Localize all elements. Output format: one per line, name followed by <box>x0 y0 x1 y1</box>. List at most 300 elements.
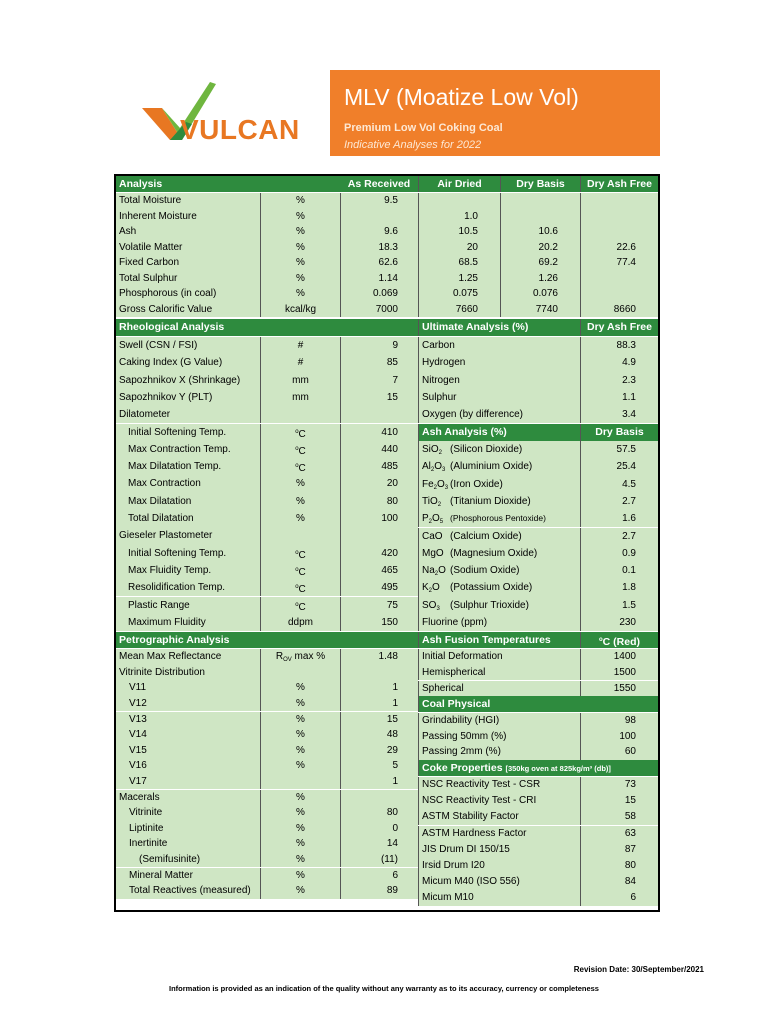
row-unit: ddpm <box>260 614 340 631</box>
ash-analysis-row <box>418 597 658 614</box>
coal-physical-header: Coal Physical <box>418 696 658 712</box>
row-unit: % <box>260 193 340 209</box>
analysis-row <box>116 286 658 302</box>
row-name: $Na_2O$ (Sodium Oxide) <box>418 562 580 579</box>
value-dry-ash-free: 77.4 <box>580 255 658 271</box>
coke-row <box>418 826 658 842</box>
row-value: 1.6 <box>580 510 658 527</box>
row-name: Max Dilatation <box>116 493 260 510</box>
petrographic-row <box>116 774 418 790</box>
value-air-dried: 20 <box>418 240 500 256</box>
row-name: ASTM Stability Factor <box>418 809 580 825</box>
petrographic-row <box>116 696 418 712</box>
row-unit: % <box>260 836 340 852</box>
row-name: Inherent Moisture <box>116 209 260 225</box>
row-value: 80 <box>580 858 658 874</box>
coke-row <box>418 874 658 890</box>
ultimate-row <box>418 337 658 354</box>
row-name: SiO$_2$ (Silicon Dioxide) <box>418 441 580 458</box>
row-name: Liptinite <box>116 821 260 837</box>
degree-celsius-unit: $^o$C <box>260 441 340 458</box>
row-unit: % <box>260 868 340 884</box>
coke-header-row <box>418 760 658 776</box>
row-name: Hemispherical <box>418 665 580 681</box>
row-name: Ash <box>116 224 260 240</box>
row-name: Vitrinite Distribution <box>116 665 260 681</box>
row-unit: % <box>260 727 340 743</box>
rheological-row <box>116 579 418 596</box>
ash-analysis-row <box>418 562 658 579</box>
value-as-received: 7000 <box>340 302 418 318</box>
row-name: Gross Calorific Value <box>116 302 260 318</box>
row-value: 60 <box>580 744 658 760</box>
ultimate-row <box>418 354 658 371</box>
rheological-row <box>116 493 418 510</box>
row-name: MgO (Magnesium Oxide) <box>418 545 580 562</box>
rheological-row <box>116 354 418 371</box>
petrographic-row <box>116 680 418 696</box>
row-value: 1500 <box>580 665 658 681</box>
ash-analysis-row <box>418 458 658 475</box>
row-name: Total Sulphur <box>116 271 260 287</box>
ultimate-header: Ultimate Analysis (%) <box>418 319 580 336</box>
row-unit: % <box>260 758 340 774</box>
row-value: 2.7 <box>580 528 658 545</box>
analysis-row <box>116 224 658 240</box>
rheological-row <box>116 527 418 544</box>
row-name: Total Moisture <box>116 193 260 209</box>
petrographic-header: Petrographic Analysis <box>116 632 418 648</box>
row-value <box>340 790 418 806</box>
row-name: Sapozhnikov Y (PLT) <box>116 389 260 406</box>
coke-row <box>418 842 658 858</box>
fluorine-row <box>418 614 658 631</box>
row-name: Max Contraction Temp. <box>116 441 260 458</box>
rheological-row <box>116 406 418 423</box>
row-value: 1550 <box>580 681 658 697</box>
row-value: 0.9 <box>580 545 658 562</box>
row-name: Fixed Carbon <box>116 255 260 271</box>
row-value: 7 <box>340 372 418 389</box>
value-air-dried: 10.5 <box>418 224 500 240</box>
degree-celsius-unit: $^o$C <box>260 562 340 579</box>
revision-date: Revision Date: 30/September/2021 <box>573 965 704 974</box>
row-name: Plastic Range <box>116 597 260 614</box>
value-as-received: 62.6 <box>340 255 418 271</box>
petrographic-header-row <box>116 632 418 648</box>
ash-fusion-row <box>418 649 658 665</box>
row-unit <box>260 665 340 681</box>
row-name: Grindability (HGI) <box>418 713 580 729</box>
row-value: 14 <box>340 836 418 852</box>
value-dry-ash-free <box>580 193 658 209</box>
analysis-row <box>116 255 658 271</box>
value-as-received <box>340 209 418 225</box>
row-name: Max Dilatation Temp. <box>116 458 260 475</box>
row-name: Hydrogen <box>418 354 580 371</box>
petrographic-row <box>116 883 418 899</box>
analysis-row <box>116 240 658 256</box>
row-value: 25.4 <box>580 458 658 475</box>
row-unit: % <box>260 712 340 728</box>
coke-row <box>418 890 658 906</box>
petrographic-row <box>116 743 418 759</box>
row-unit <box>260 527 340 544</box>
ash-analysis-row <box>418 579 658 596</box>
row-value: 3.4 <box>580 406 658 423</box>
row-value: 420 <box>340 545 418 562</box>
row-name: Volatile Matter <box>116 240 260 256</box>
row-name: Micum M40 (ISO 556) <box>418 874 580 890</box>
value-air-dried: 7660 <box>418 302 500 318</box>
row-value: 15 <box>340 389 418 406</box>
ultimate-row <box>418 389 658 406</box>
row-unit: % <box>260 743 340 759</box>
coal-physical-header-row <box>418 696 658 712</box>
row-name: Max Contraction <box>116 475 260 492</box>
row-name: Total Reactives (measured) <box>116 883 260 899</box>
analysis-row <box>116 271 658 287</box>
row-name: V13 <box>116 712 260 728</box>
row-name: Passing 50mm (%) <box>418 729 580 745</box>
row-name: Micum M10 <box>418 890 580 906</box>
row-unit: % <box>260 510 340 527</box>
coke-row <box>418 777 658 793</box>
analysis-sheet <box>114 174 660 912</box>
row-name: NSC Reactivity Test - CSR <box>418 777 580 793</box>
row-name: Caking Index (G Value) <box>116 354 260 371</box>
row-value: 1 <box>340 696 418 712</box>
row-value: 5 <box>340 758 418 774</box>
ash-analysis-header: Ash Analysis (%) <box>418 424 580 441</box>
row-value: 1.1 <box>580 389 658 406</box>
row-name: Oxygen (by difference) <box>418 406 580 423</box>
row-name: $SO_3$ (Sulphur Trioxide) <box>418 597 580 614</box>
row-name: Initial Softening Temp. <box>116 545 260 562</box>
row-value: 100 <box>340 510 418 527</box>
row-value: 20 <box>340 475 418 492</box>
row-value: 1400 <box>580 649 658 665</box>
row-unit: % <box>260 883 340 899</box>
row-name: Nitrogen <box>418 372 580 389</box>
rheological-row <box>116 562 418 579</box>
coal-physical-row <box>418 744 658 760</box>
value-dry-basis <box>500 209 580 225</box>
row-unit: mm <box>260 389 340 406</box>
row-name: V15 <box>116 743 260 759</box>
ash-analysis-row <box>418 545 658 562</box>
row-unit: % <box>260 286 340 302</box>
col-dry-basis: Dry Basis <box>500 176 580 192</box>
rheological-row <box>116 441 418 458</box>
row-name: NSC Reactivity Test - CRI <box>418 793 580 809</box>
ultimate-row <box>418 406 658 423</box>
ash-fusion-header: Ash Fusion Temperatures <box>418 632 580 648</box>
doc-title: MLV (Moatize Low Vol) <box>344 84 579 110</box>
row-name: Spherical <box>418 681 580 697</box>
degree-celsius-unit: $^o$C <box>260 579 340 596</box>
row-unit: % <box>260 790 340 806</box>
petrographic-row <box>116 727 418 743</box>
row-name: Fluorine (ppm) <box>418 614 580 631</box>
petrographic-row <box>116 868 418 884</box>
rheological-row <box>116 510 418 527</box>
petrographic-row <box>116 758 418 774</box>
row-name: V12 <box>116 696 260 712</box>
value-air-dried: 1.25 <box>418 271 500 287</box>
rheological-row <box>116 337 418 354</box>
row-value: 88.3 <box>580 337 658 354</box>
value-as-received: 1.14 <box>340 271 418 287</box>
row-value: 80 <box>340 805 418 821</box>
coal-physical-row <box>418 713 658 729</box>
value-dry-basis: 1.26 <box>500 271 580 287</box>
rheological-header: Rheological Analysis <box>116 319 418 336</box>
col-as-received: As Received <box>340 176 418 192</box>
row-unit: # <box>260 354 340 371</box>
row-value: 100 <box>580 729 658 745</box>
value-dry-basis: 10.6 <box>500 224 580 240</box>
row-value <box>340 527 418 544</box>
ash-analysis-header-row <box>418 424 658 441</box>
value-dry-ash-free <box>580 224 658 240</box>
row-value: 29 <box>340 743 418 759</box>
doc-subtitle: Premium Low Vol Coking Coal <box>344 122 503 134</box>
row-value: 98 <box>580 713 658 729</box>
analysis-row <box>116 209 658 225</box>
ultimate-row <box>418 372 658 389</box>
row-value <box>340 665 418 681</box>
analysis-row <box>116 302 658 318</box>
petrographic-row <box>116 790 418 806</box>
row-name: Initial Deformation <box>418 649 580 665</box>
row-name: $Al_2O_3$ (Aluminium Oxide) <box>418 458 580 475</box>
row-value: 6 <box>340 868 418 884</box>
ash-fusion-col-header: $^o$C (Red) <box>580 632 658 648</box>
value-as-received: 9.5 <box>340 193 418 209</box>
col-air-dried: Air Dried <box>418 176 500 192</box>
ultimate-col-header: Dry Ash Free <box>580 319 658 336</box>
row-name: Total Dilatation <box>116 510 260 527</box>
row-unit: % <box>260 821 340 837</box>
row-value: 63 <box>580 826 658 842</box>
row-value: 73 <box>580 777 658 793</box>
analysis-row <box>116 193 658 209</box>
row-value: (11) <box>340 852 418 868</box>
petrographic-row <box>116 852 418 868</box>
row-value: 150 <box>340 614 418 631</box>
value-dry-basis: 69.2 <box>500 255 580 271</box>
row-value: 9 <box>340 337 418 354</box>
row-unit: % <box>260 475 340 492</box>
petrographic-row <box>116 805 418 821</box>
row-value: 87 <box>580 842 658 858</box>
row-name: V14 <box>116 727 260 743</box>
rheological-row <box>116 545 418 562</box>
row-unit: % <box>260 852 340 868</box>
row-value: 485 <box>340 458 418 475</box>
row-unit <box>260 406 340 423</box>
row-unit: % <box>260 680 340 696</box>
row-name: Initial Softening Temp. <box>116 424 260 441</box>
value-dry-basis: 0.076 <box>500 286 580 302</box>
row-value: 440 <box>340 441 418 458</box>
row-name: Sulphur <box>418 389 580 406</box>
row-unit <box>260 774 340 790</box>
value-air-dried <box>418 193 500 209</box>
row-unit: mm <box>260 372 340 389</box>
coke-row <box>418 809 658 825</box>
row-unit: % <box>260 271 340 287</box>
row-name: V17 <box>116 774 260 790</box>
value-dry-ash-free <box>580 271 658 287</box>
ash-analysis-row <box>418 528 658 545</box>
row-name: Phosphorous (in coal) <box>116 286 260 302</box>
value-dry-basis <box>500 193 580 209</box>
value-dry-ash-free: 8660 <box>580 302 658 318</box>
row-name: $K_2O$ (Potassium Oxide) <box>418 579 580 596</box>
degree-celsius-unit: $^o$C <box>260 597 340 614</box>
row-unit: % <box>260 240 340 256</box>
row-name: V11 <box>116 680 260 696</box>
col-dry-ash-free: Dry Ash Free <box>580 176 658 192</box>
ash-analysis-row <box>418 493 658 510</box>
row-value: 15 <box>340 712 418 728</box>
petrographic-row <box>116 821 418 837</box>
row-unit: % <box>260 493 340 510</box>
row-name: Max Fluidity Temp. <box>116 562 260 579</box>
value-dry-basis: 7740 <box>500 302 580 318</box>
ash-analysis-row <box>418 441 658 458</box>
row-value: 15 <box>580 793 658 809</box>
row-value: 230 <box>580 614 658 631</box>
petrographic-row <box>116 649 418 665</box>
coke-row <box>418 858 658 874</box>
coke-row <box>418 793 658 809</box>
rheological-row <box>116 597 418 614</box>
row-name: Resolidification Temp. <box>116 579 260 596</box>
row-name: Vitrinite <box>116 805 260 821</box>
row-value <box>340 406 418 423</box>
degree-celsius-unit: $^o$C <box>260 424 340 441</box>
row-value: 1 <box>340 680 418 696</box>
row-unit: # <box>260 337 340 354</box>
row-name: Inertinite <box>116 836 260 852</box>
value-dry-ash-free <box>580 286 658 302</box>
ash-analysis-row <box>418 510 658 527</box>
row-value: 58 <box>580 809 658 825</box>
row-name: ASTM Hardness Factor <box>418 826 580 842</box>
row-value: 57.5 <box>580 441 658 458</box>
row-value: 465 <box>340 562 418 579</box>
row-value: 1.48 <box>340 649 418 665</box>
degree-celsius-unit: $^o$C <box>260 545 340 562</box>
rheological-row <box>116 372 418 389</box>
row-value: 410 <box>340 424 418 441</box>
row-name: $Fe_2O_3$ (Iron Oxide) <box>418 476 580 493</box>
value-dry-ash-free: 22.6 <box>580 240 658 256</box>
rheological-row <box>116 614 418 631</box>
row-name: Mean Max Reflectance <box>116 649 260 665</box>
logo-wordmark: VULCAN <box>180 114 300 145</box>
row-value: 4.9 <box>580 354 658 371</box>
rheological-header-row <box>116 319 418 336</box>
coke-header: Coke Properties [350kg oven at 825kg/m³ (db)] <box>418 760 658 776</box>
row-name: $P_2O_5$ (Phosphorous Pentoxide) <box>418 510 580 527</box>
rheological-row <box>116 475 418 492</box>
row-value: 84 <box>580 874 658 890</box>
row-name: CaO (Calcium Oxide) <box>418 528 580 545</box>
row-unit: % <box>260 209 340 225</box>
ash-fusion-header-row <box>418 632 658 648</box>
row-unit: % <box>260 224 340 240</box>
ash-analysis-col-header: Dry Basis <box>580 424 658 441</box>
row-unit: kcal/kg <box>260 302 340 318</box>
row-name: Macerals <box>116 790 260 806</box>
petrographic-row <box>116 665 418 681</box>
disclaimer: Information is provided as an indication of the quality without any warranty as to its accuracy, currency or completeness <box>169 984 599 993</box>
ash-fusion-row <box>418 665 658 681</box>
degree-celsius-unit: $^o$C <box>260 458 340 475</box>
row-unit: % <box>260 696 340 712</box>
row-value: 48 <box>340 727 418 743</box>
rheological-row <box>116 389 418 406</box>
row-value: 1 <box>340 774 418 790</box>
row-name: Passing 2mm (%) <box>418 744 580 760</box>
petrographic-row <box>116 836 418 852</box>
analysis-header-row <box>116 176 658 192</box>
row-name: Swell (CSN / FSI) <box>116 337 260 354</box>
row-value: 0 <box>340 821 418 837</box>
row-unit: % <box>260 805 340 821</box>
value-air-dried: 0.075 <box>418 286 500 302</box>
row-name: Sapozhnikov X (Shrinkage) <box>116 372 260 389</box>
value-as-received: 0.069 <box>340 286 418 302</box>
row-value: 89 <box>340 883 418 899</box>
rheological-row <box>116 424 418 441</box>
coal-physical-row <box>418 729 658 745</box>
row-name: Dilatometer <box>116 406 260 423</box>
row-name: JIS Drum DI 150/15 <box>418 842 580 858</box>
value-dry-basis: 20.2 <box>500 240 580 256</box>
row-value: 85 <box>340 354 418 371</box>
doc-note: Indicative Analyses for 2022 <box>344 139 482 151</box>
row-name: V16 <box>116 758 260 774</box>
row-name: (Semifusinite) <box>116 852 260 868</box>
row-value: 75 <box>340 597 418 614</box>
row-name: TiO$_2$ (Titanium Dioxide) <box>418 493 580 510</box>
row-value: 495 <box>340 579 418 596</box>
analysis-header: Analysis <box>116 176 340 192</box>
row-name: Gieseler Plastometer <box>116 527 260 544</box>
value-as-received: 18.3 <box>340 240 418 256</box>
row-value: 2.7 <box>580 493 658 510</box>
row-unit: % <box>260 255 340 271</box>
row-name: Carbon <box>418 337 580 354</box>
rheological-row <box>116 458 418 475</box>
row-value: 6 <box>580 890 658 906</box>
value-as-received: 9.6 <box>340 224 418 240</box>
petrographic-row <box>116 712 418 728</box>
ultimate-header-row <box>418 319 658 336</box>
row-name: Mineral Matter <box>116 868 260 884</box>
row-value: 80 <box>340 493 418 510</box>
value-air-dried: 1.0 <box>418 209 500 225</box>
row-name: Maximum Fluidity <box>116 614 260 631</box>
title-banner <box>330 70 660 156</box>
row-unit: $R_{OV}$ max % <box>260 649 340 665</box>
row-value: 4.5 <box>580 476 658 493</box>
